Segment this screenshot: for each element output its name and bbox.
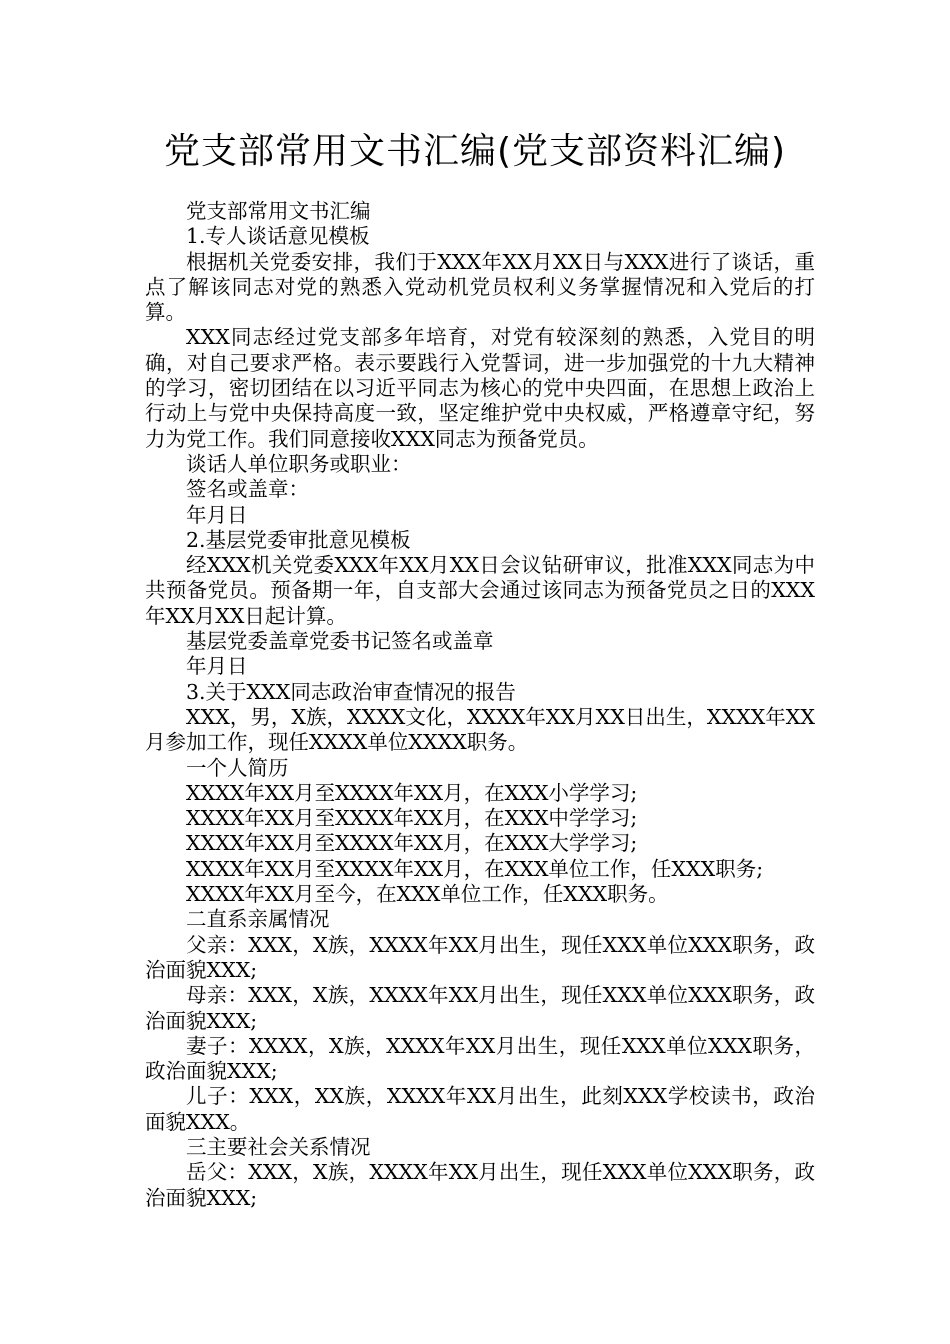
date-line: 年月日 [186,654,248,679]
relative-item: 儿子：XXX，XX族，XXXX年XX月出生，此刻XXX学校读书，政治面貌XXX。 [145,1084,815,1134]
date-line: 年月日 [186,502,248,527]
document-title: 党支部常用文书汇编(党支部资料汇编) [163,131,787,172]
relative-item: 母亲：XXX，X族，XXXX年XX月出生，现任XXX单位XXX职务，政治面貌XXX; [145,983,815,1033]
subsection-heading: 2.基层党委审批意见模板 [186,527,411,552]
signature-line: 基层党委盖章党委书记签名或盖章 [186,629,494,654]
list-heading: 二直系亲属情况 [186,907,330,932]
resume-item: XXXX年XX月至XXXX年XX月，在XXX大学学习; [186,831,638,856]
document-body [145,199,815,1211]
relative-item: 父亲：XXX，X族，XXXX年XX月出生，现任XXX单位XXX职务，政治面貌XXX; [145,932,815,982]
relative-item: 岳父：XXX，X族，XXXX年XX月出生，现任XXX单位XXX职务，政治面貌XXX; [145,1160,815,1210]
body-paragraph: XXX同志经过党支部多年培育，对党有较深刻的熟悉，入党目的明确，对自己要求严格。表示要践行入党誓词，进一步加强党的十九大精神的学习，密切团结在以习近平同志为核心的党中央四面，在思想上政治上行动上与党中央保持高度一致，坚定维护党中央权威，严格遵章守纪，努力为党工作。我们同意接收XXX同志为预备党员。 [145,325,815,451]
subsection-heading: 1.专人谈话意见模板 [186,224,370,249]
signature-line: 签名或盖章： [186,477,309,502]
section-heading: 党支部常用文书汇编 [186,199,371,223]
resume-item: XXXX年XX月至XXXX年XX月，在XXX单位工作，任XXX职务; [186,856,764,881]
resume-item: XXXX年XX月至XXXX年XX月，在XXX小学学习; [186,780,638,805]
list-heading: 一个人简历 [186,755,289,780]
body-paragraph: 经XXX机关党委XXX年XX月XX日会议钻研审议，批准XXX同志为中共预备党员。预备期一年，自支部大会通过该同志为预备党员之日的XXX年XX月XX日起计算。 [145,553,815,628]
body-paragraph: XXX，男，X族，XXXX文化，XXXX年XX月XX日出生，XXXX年XX月参加工作，现任XXXX单位XXXX职务。 [145,704,815,755]
list-heading: 三主要社会关系情况 [186,1134,371,1159]
subsection-heading: 3.关于XXX同志政治审查情况的报告 [186,679,516,704]
resume-item: XXXX年XX月至今，在XXX单位工作，任XXX职务。 [186,882,669,907]
resume-item: XXXX年XX月至XXXX年XX月，在XXX中学学习; [186,806,638,831]
relative-item: 妻子：XXXX，X族，XXXX年XX月出生，现任XXX单位XXX职务，政治面貌XXX; [145,1033,815,1084]
signature-line: 谈话人单位职务或职业： [186,451,412,476]
body-paragraph: 根据机关党委安排，我们于XXX年XX月XX日与XXX进行了谈话，重点了解该同志对党的熟悉入党动机党员权利义务掌握情况和入党后的打算。 [145,249,815,325]
